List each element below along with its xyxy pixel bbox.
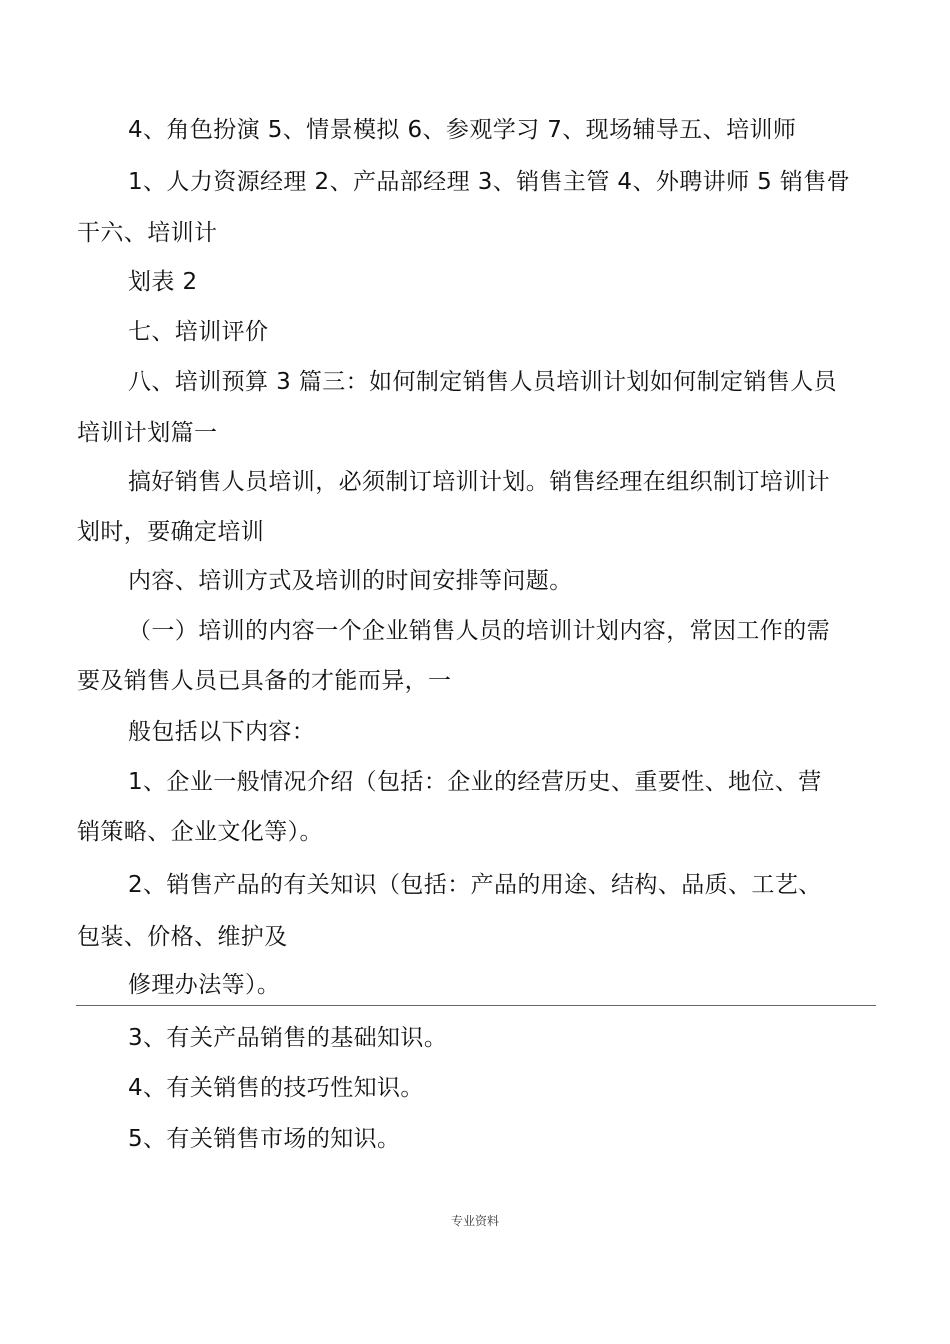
text-line-16: 2、销售产品的有关知识（包括：产品的用途、结构、品质、工艺、: [128, 872, 822, 898]
text-line-19: 3、有关产品销售的基础知识。: [128, 1025, 448, 1051]
text-line-12: 要及销售人员已具备的才能而异，一: [77, 668, 452, 694]
text-line-4: 划表 2: [128, 269, 198, 295]
text-line-20: 4、有关销售的技巧性知识。: [128, 1075, 424, 1101]
text-line-2: 1、人力资源经理 2、产品部经理 3、销售主管 4、外聘讲师 5 销售骨: [128, 169, 851, 195]
text-line-21: 5、有关销售市场的知识。: [128, 1126, 401, 1152]
text-line-13: 般包括以下内容：: [128, 719, 316, 745]
text-line-10: 内容、培训方式及培训的时间安排等问题。: [128, 568, 573, 594]
text-line-6: 八、培训预算 3 篇三：如何制定销售人员培训计划如何制定销售人员: [128, 369, 838, 395]
text-line-1: 4、角色扮演 5、情景模拟 6、参观学习 7、现场辅导五、培训师: [128, 117, 797, 143]
text-line-14: 1、企业一般情况介绍（包括：企业的经营历史、重要性、地位、营: [128, 769, 822, 795]
page-footer: 专业资料: [450, 1214, 499, 1228]
text-line-17: 包装、价格、维护及: [77, 924, 288, 950]
divider-line: [76, 1005, 876, 1006]
text-line-9: 划时，要确定培训: [77, 519, 265, 545]
text-line-7: 培训计划篇一: [77, 420, 218, 446]
text-line-15: 销策略、企业文化等）。: [77, 819, 323, 845]
text-line-5: 七、培训评价: [128, 319, 269, 345]
text-line-8: 搞好销售人员培训，必须制订培训计划。销售经理在组织制订培训计: [128, 469, 830, 495]
text-line-3: 干六、培训计: [77, 220, 218, 246]
text-line-11: （一）培训的内容一个企业销售人员的培训计划内容，常因工作的需: [128, 618, 830, 644]
text-line-18: 修理办法等）。: [128, 972, 281, 998]
